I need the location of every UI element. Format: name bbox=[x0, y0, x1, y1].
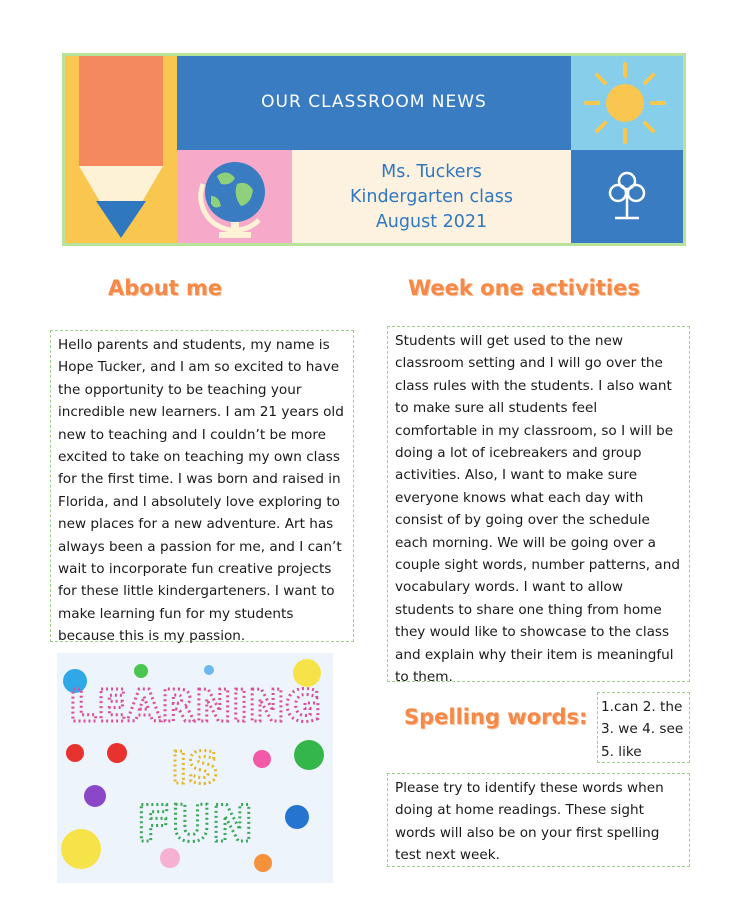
sun-icon bbox=[571, 56, 683, 150]
week-heading: Week one activities bbox=[408, 276, 640, 300]
about-heading: About me bbox=[108, 276, 223, 300]
spelling-note: Please try to identify these words when doing at home readings. These sight words will also be on your first spelling test next week. bbox=[395, 780, 664, 864]
subtitle-panel bbox=[292, 150, 571, 243]
spelling-line-1: 1.can 2. the bbox=[601, 699, 683, 715]
newsletter-banner bbox=[62, 53, 686, 246]
spelling-note-box bbox=[387, 773, 690, 867]
learning-is-fun-image bbox=[57, 653, 333, 883]
poster-word-fun: FUN bbox=[136, 795, 254, 853]
sun-panel bbox=[571, 56, 683, 150]
week-body: Students will get used to the new classroom setting and I will go over the class rules with the students. I also want to make sure all students feel comfortable in my classroom, so I will be doing a lot of icebreakers and group activities. Also, I want to make sure everyone knows what each day with consist of by going over the schedule each morning. We will be going over a couple sight words, number patterns, and vocabulary words. I want to allow students to share one thing from home they would like to showcase to the class and explain why their item is meaningful to them. bbox=[395, 333, 681, 686]
issue-date: August 2021 bbox=[375, 212, 488, 232]
week-text-box bbox=[387, 326, 690, 686]
pencil-panel bbox=[65, 56, 177, 243]
pencil-icon bbox=[65, 56, 177, 243]
spelling-line-3: 5. like bbox=[601, 743, 642, 760]
spelling-heading: Spelling words: bbox=[404, 705, 588, 729]
tree-icon bbox=[571, 150, 683, 243]
about-text-box bbox=[50, 330, 354, 645]
about-body: Hello parents and students, my name is Hope Tucker, and I am so excited to have the opportunity to be teaching your incredible new learners. I am 21 years old new to teaching and I couldn’t be more excited to take on teaching my own class for the first time. I was born and raised in Florida, and I absolutely love exploring to new places for a new adventure. Art has always been a passion for me, and I can’t wait to incorporate fun creative projects for these little kindergarteners. I want to make learning fun for my students because this is my passion. bbox=[58, 337, 344, 645]
poster-word-is: IS bbox=[170, 743, 220, 794]
globe-panel bbox=[177, 150, 292, 243]
teacher-name: Ms. Tuckers bbox=[381, 162, 482, 182]
poster-word-learning: LEARNING bbox=[68, 681, 322, 732]
spelling-list-box bbox=[597, 692, 690, 763]
globe-icon bbox=[177, 150, 292, 243]
tree-panel bbox=[571, 150, 683, 243]
banner-title: OUR CLASSROOM NEWS bbox=[261, 92, 487, 112]
title-bar bbox=[177, 56, 571, 150]
class-name: Kindergarten class bbox=[350, 187, 513, 207]
learning-is-fun-poster bbox=[57, 653, 333, 883]
spelling-line-2: 3. we 4. see bbox=[601, 721, 684, 738]
